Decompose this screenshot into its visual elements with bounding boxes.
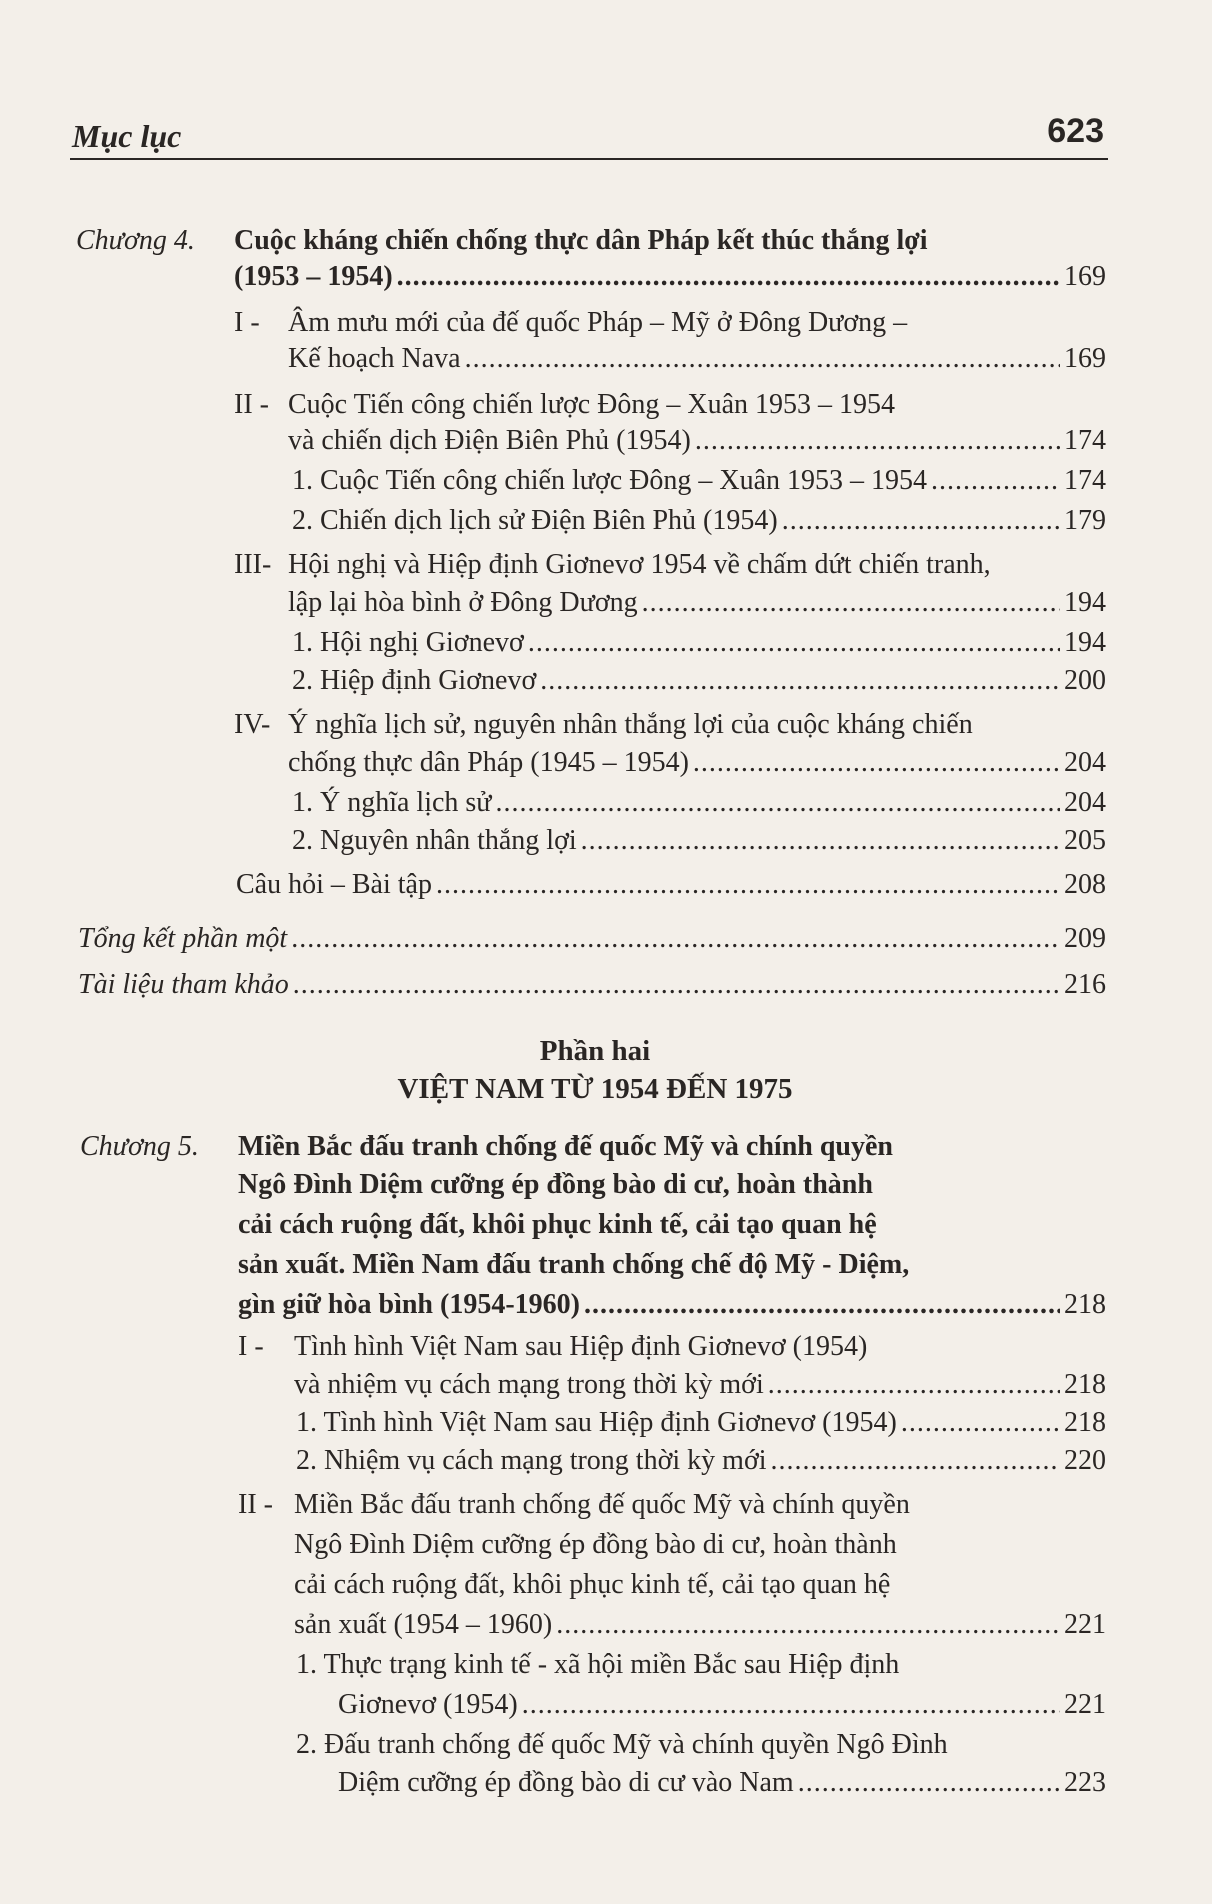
section-number: IV-: [234, 709, 271, 740]
section-title[interactable]: Cuộc Tiến công chiến lược Đông – Xuân 1953 – 1954: [288, 389, 896, 420]
toc-subentry[interactable]: Diệm cưỡng ép đồng bào di cư vào Nam ..... 223: [338, 1764, 1106, 1802]
toc-subentry[interactable]: 1. Ý nghĩa lịch sử ..... 204: [292, 784, 1106, 822]
section-number: I -: [234, 307, 260, 338]
section-number: II -: [234, 389, 269, 420]
toc-entry[interactable]: và chiến dịch Điện Biên Phủ (1954) ..... 174: [288, 422, 1106, 460]
toc-subentry[interactable]: Giơnevơ (1954) ..... 221: [338, 1686, 1106, 1724]
toc-subentry[interactable]: 1. Cuộc Tiến công chiến lược Đông – Xuân 1953 – 1954 ..... 174: [292, 462, 1106, 500]
section-title[interactable]: Ngô Đình Diệm cưỡng ép đồng bào di cư, hoàn thành: [294, 1529, 897, 1560]
toc-subentry[interactable]: 2. Hiệp định Giơnevơ ..... 200: [292, 662, 1106, 700]
toc-entry[interactable]: sản xuất (1954 – 1960) ..... 221: [294, 1606, 1106, 1644]
section-title[interactable]: Hội nghị và Hiệp định Giơnevơ 1954 về chấm dứt chiến tranh,: [288, 549, 991, 580]
toc-entry-questions[interactable]: Câu hỏi – Bài tập ..... 208: [236, 866, 1106, 904]
section-number: I -: [238, 1331, 264, 1362]
toc-subentry-title[interactable]: 2. Đấu tranh chống đế quốc Mỹ và chính quyền Ngô Đình: [296, 1729, 948, 1760]
section-title[interactable]: cải cách ruộng đất, khôi phục kinh tế, cải tạo quan hệ: [294, 1569, 891, 1600]
toc-entry[interactable]: và nhiệm vụ cách mạng trong thời kỳ mới ..... 218: [294, 1366, 1106, 1404]
section-number: III-: [234, 549, 272, 580]
toc-subentry[interactable]: 1. Hội nghị Giơnevơ ..... 194: [292, 624, 1106, 662]
chapter-4-label: Chương 4.: [76, 225, 195, 256]
section-title[interactable]: Ý nghĩa lịch sử, nguyên nhân thắng lợi của cuộc kháng chiến: [288, 709, 973, 740]
toc-subentry[interactable]: 2. Nhiệm vụ cách mạng trong thời kỳ mới ..... 220: [296, 1442, 1106, 1480]
chapter-5-entry[interactable]: gìn giữ hòa bình (1954-1960) ..... 218: [238, 1286, 1106, 1324]
running-header-title: Mục lục: [72, 118, 182, 154]
chapter-5-title[interactable]: Miền Bắc đấu tranh chống đế quốc Mỹ và chính quyền: [238, 1131, 893, 1162]
toc-entry[interactable]: Kế hoạch Nava ..... 169: [288, 340, 1106, 378]
toc-entry-summary[interactable]: Tổng kết phần một ..... 209: [78, 920, 1106, 958]
chapter-4-title[interactable]: Cuộc kháng chiến chống thực dân Pháp kết thúc thắng lợi: [234, 225, 928, 256]
toc-subentry[interactable]: 2. Nguyên nhân thắng lợi ..... 205: [292, 822, 1106, 860]
chapter-5-title[interactable]: cải cách ruộng đất, khôi phục kinh tế, cải tạo quan hệ: [238, 1209, 877, 1240]
section-title[interactable]: Miền Bắc đấu tranh chống đế quốc Mỹ và chính quyền: [294, 1489, 910, 1520]
section-number: II -: [238, 1489, 273, 1520]
toc-subentry[interactable]: 1. Tình hình Việt Nam sau Hiệp định Giơnevơ (1954) ..... 218: [296, 1404, 1106, 1442]
toc-entry-references[interactable]: Tài liệu tham khảo ..... 216: [78, 966, 1106, 1004]
chapter-5-label: Chương 5.: [80, 1131, 199, 1162]
toc-entry[interactable]: chống thực dân Pháp (1945 – 1954) ..... 204: [288, 744, 1106, 782]
section-title[interactable]: Tình hình Việt Nam sau Hiệp định Giơnevơ (1954): [294, 1331, 868, 1362]
page-number: 623: [1047, 112, 1104, 150]
chapter-5-title[interactable]: sản xuất. Miền Nam đấu tranh chống chế độ Mỹ - Diệm,: [238, 1249, 910, 1280]
part-two-title: Phần hai: [539, 1035, 651, 1067]
part-two-subtitle: VIỆT NAM TỪ 1954 ĐẾN 1975: [397, 1073, 793, 1105]
section-title[interactable]: Âm mưu mới của đế quốc Pháp – Mỹ ở Đông Dương –: [288, 307, 908, 338]
chapter-5-title[interactable]: Ngô Đình Diệm cưỡng ép đồng bào di cư, hoàn thành: [238, 1169, 873, 1200]
chapter-4-entry[interactable]: (1953 – 1954) ..... 169: [234, 258, 1106, 296]
toc-subentry[interactable]: 2. Chiến dịch lịch sử Điện Biên Phủ (1954) ..... 179: [292, 502, 1106, 540]
toc-entry[interactable]: lập lại hòa bình ở Đông Dương ..... 194: [288, 584, 1106, 622]
toc-subentry-title[interactable]: 1. Thực trạng kinh tế - xã hội miền Bắc sau Hiệp định: [296, 1649, 900, 1680]
